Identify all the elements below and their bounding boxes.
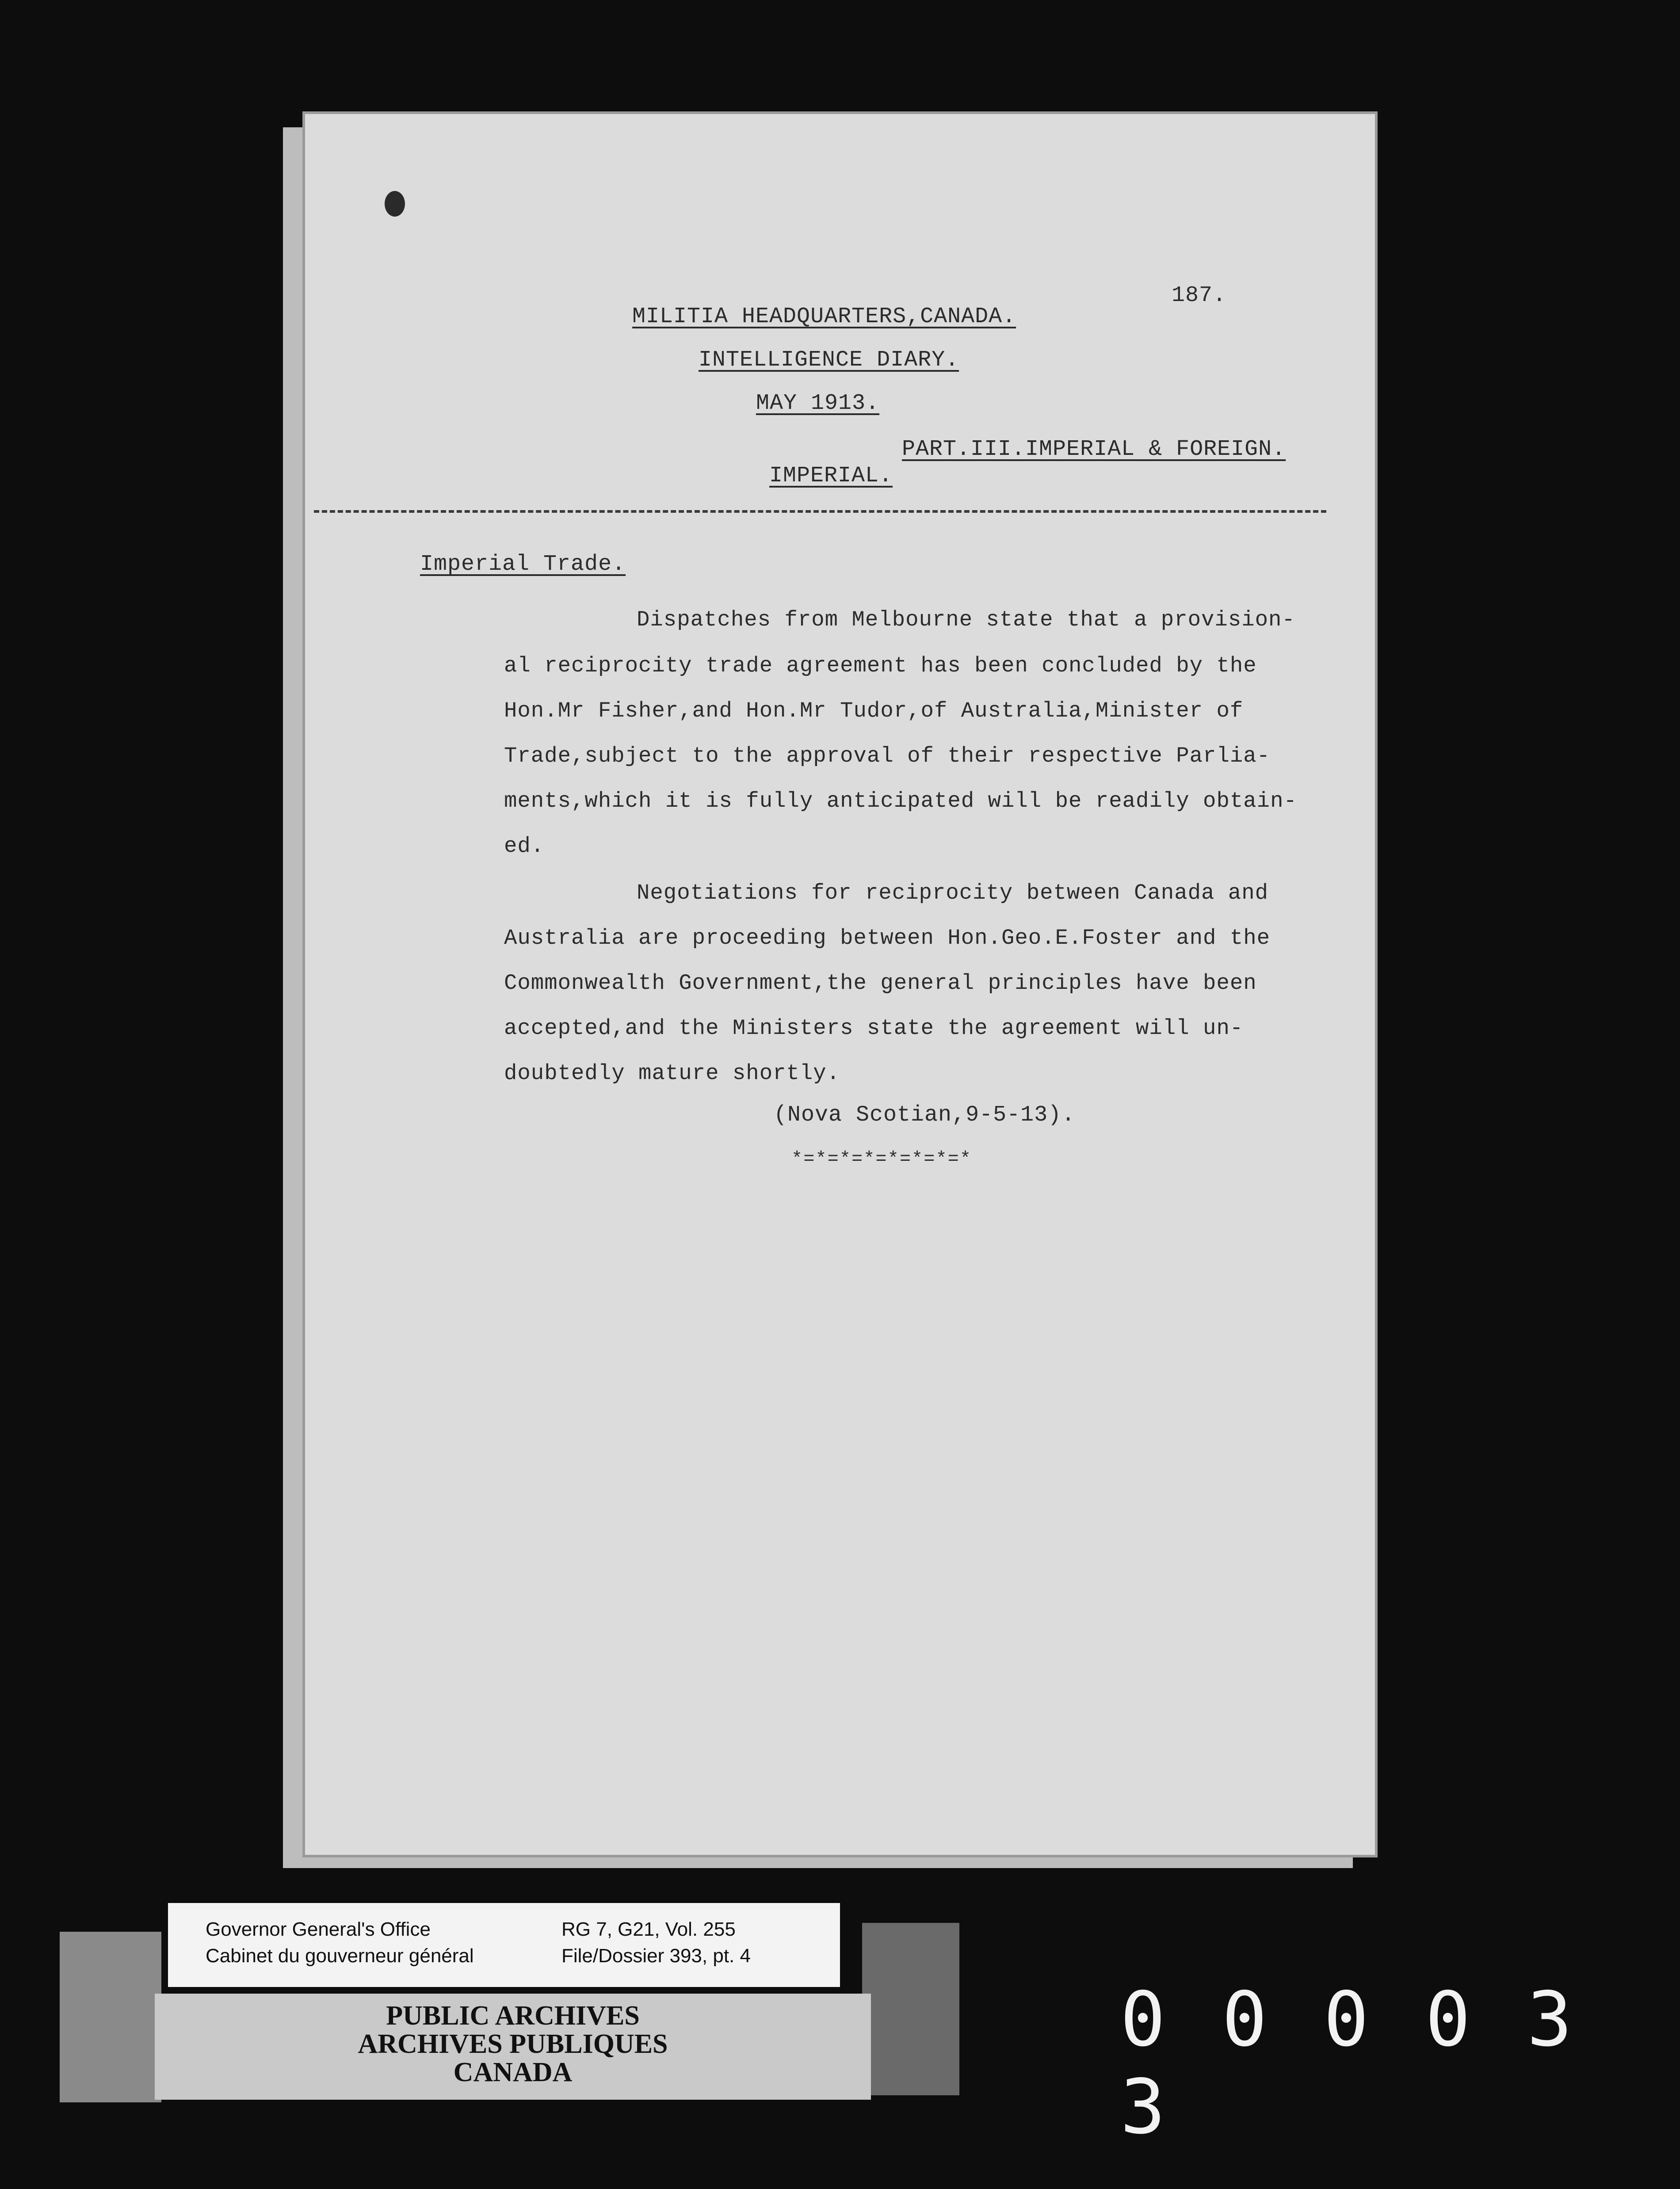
reel-digit: 3 [1527,1976,1573,2063]
body-line: ments,which it is fully anticipated will be readily obtain- [504,789,1297,813]
end-mark: *=*=*=*=*=*=*=* [791,1148,972,1170]
page-back-edge [283,127,1353,1868]
reel-digit: 0 [1222,1976,1268,2063]
record-group-ref: RG 7, G21, Vol. 255 [561,1918,736,1940]
section-title: Imperial Trade. [420,552,626,577]
header-line-1: MILITIA HEADQUARTERS,CANADA. [632,304,1016,329]
body-line: accepted,and the Ministers state the agreement will un- [504,1016,1244,1041]
header-section: IMPERIAL. [769,463,893,488]
reel-digit: 3 [1120,2063,1166,2151]
stamp-line-2: ARCHIVES PUBLIQUES [358,2029,668,2059]
source-citation: (Nova Scotian,9-5-13). [774,1102,1076,1128]
archive-reference-label [168,1903,840,1987]
body-line: Hon.Mr Fisher,and Hon.Mr Tudor,of Australia,Minister of [504,698,1244,723]
body-line: doubtedly mature shortly. [504,1061,840,1086]
header-part: PART.III.IMPERIAL & FOREIGN. [902,437,1286,462]
film-label-edge-right [862,1923,959,2095]
reel-number [1092,1976,1680,2151]
body-line: ed. [504,834,545,858]
body-line: al reciprocity trade agreement has been concluded by the [504,653,1257,678]
file-ref: File/Dossier 393, pt. 4 [561,1945,751,1967]
stamp-line-1: PUBLIC ARCHIVES [386,2001,640,2031]
body-line: Negotiations for reciprocity between Canada and [637,881,1269,905]
reel-digit: 0 [1323,1976,1369,2063]
header-line-2: INTELLIGENCE DIARY. [699,347,959,373]
punch-hole [385,191,405,217]
dashed-divider [314,510,1326,513]
body-line: Australia are proceeding between Hon.Geo.E.Foster and the [504,926,1271,950]
reel-digit: 0 [1120,1976,1166,2063]
office-fr: Cabinet du gouverneur général [206,1945,474,1967]
reel-digit: 0 [1425,1976,1471,2063]
document-page [305,114,1375,1855]
body-line: Commonwealth Government,the general principles have been [504,971,1257,995]
office-en: Governor General's Office [206,1918,431,1940]
public-archives-stamp [155,1994,871,2100]
body-line: Dispatches from Melbourne state that a provision- [637,607,1295,632]
header-line-3: MAY 1913. [756,391,880,416]
body-line: Trade,subject to the approval of their respective Parlia- [504,744,1271,768]
page-number: 187. [1172,283,1227,308]
stamp-line-3: CANADA [453,2057,573,2087]
film-label-edge-left [60,1932,161,2102]
